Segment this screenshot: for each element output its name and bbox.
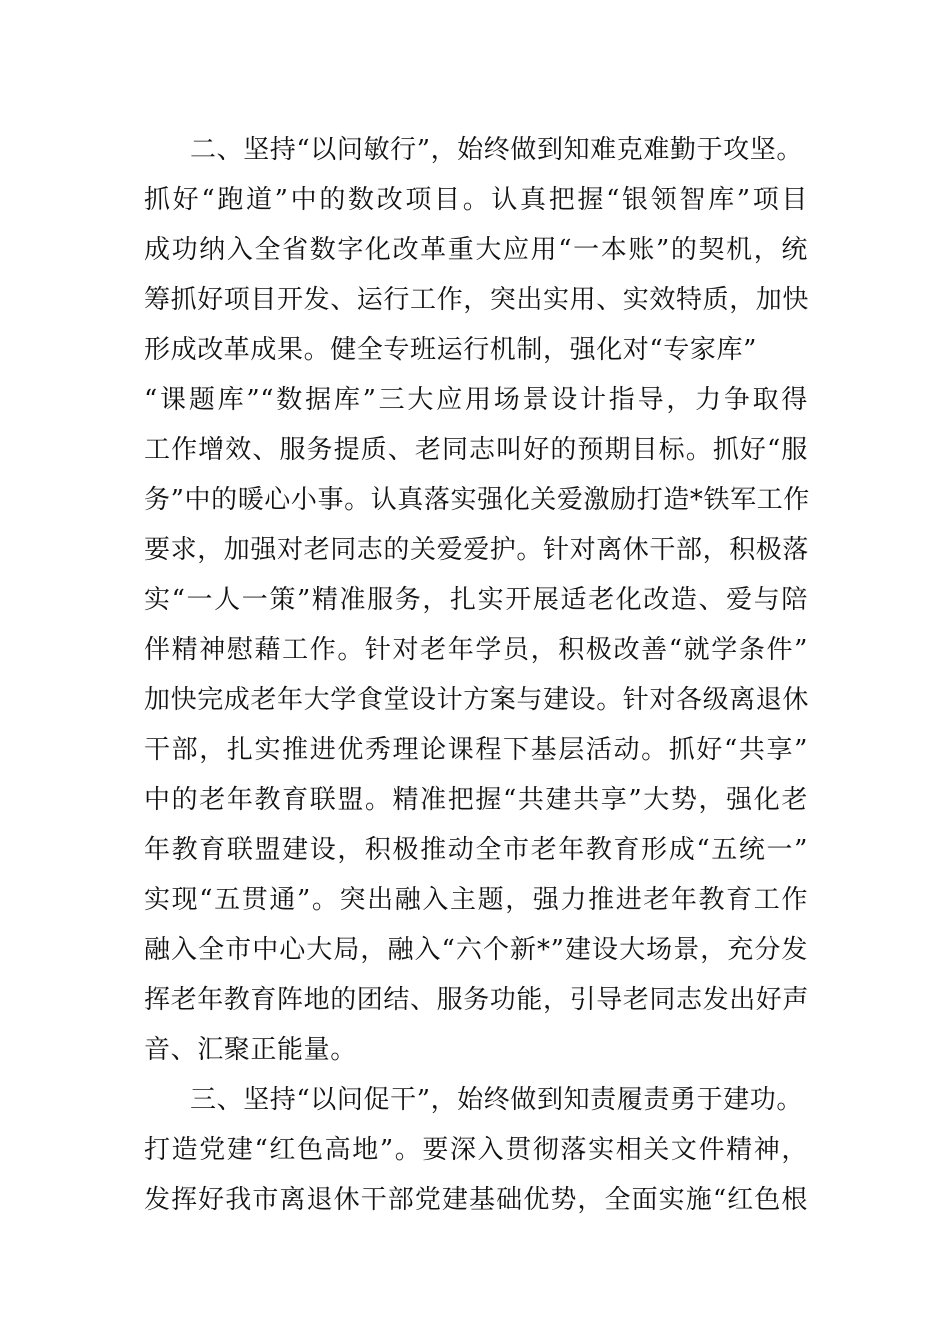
text-line: 中的老年教育联盟。精准把握“共建共享”大势，强化老: [144, 785, 808, 815]
text-line: 伴精神慰藉工作。针对老年学员，积极改善“就学条件”: [144, 635, 808, 665]
text-line: 实“一人一策”精准服务，扎实开展适老化改造、爱与陪: [144, 585, 808, 615]
text-line: 工作增效、服务提质、老同志叫好的预期目标。抓好“服: [144, 435, 808, 465]
text-line: 年教育联盟建设，积极推动全市老年教育形成“五统一”: [144, 835, 808, 865]
text-line: 发挥好我市离退休干部党建基础优势，全面实施“红色根: [144, 1185, 808, 1215]
text-line: 音、汇聚正能量。: [144, 1035, 357, 1065]
text-line: 加快完成老年大学食堂设计方案与建设。针对各级离退休: [144, 685, 810, 715]
text-line: 形成改革成果。健全专班运行机制，强化对“专家库”: [144, 335, 757, 365]
text-line: 融入全市中心大局，融入“六个新*”建设大场景，充分发: [144, 935, 808, 965]
text-line: 实现“五贯通”。突出融入主题，强力推进老年教育工作: [144, 885, 808, 915]
text-line: 挥老年教育阵地的团结、服务功能，引导老同志发出好声: [144, 985, 810, 1015]
body-text: [144, 125, 808, 1225]
text-line: “课题库”“数据库”三大应用场景设计指导，力争取得: [144, 385, 808, 415]
text-line: 筹抓好项目开发、运行工作，突出实用、实效特质，加快: [144, 285, 810, 315]
text-line: 要求，加强对老同志的关爱爱护。针对离休干部，积极落: [144, 535, 810, 565]
text-line: 务”中的暖心小事。认真落实强化关爱激励打造*铁军工作: [144, 485, 810, 515]
text-line: 抓好“跑道”中的数改项目。认真把握“银领智库”项目: [144, 185, 808, 215]
text-line: 成功纳入全省数字化改革重大应用“一本账”的契机，统: [144, 235, 808, 265]
section-heading-2: 二、坚持“以问敏行”，始终做到知难克难勤于攻坚。: [190, 135, 803, 165]
section-heading-3: 三、坚持“以问促干”，始终做到知责履责勇于建功。: [190, 1085, 803, 1115]
text-line: 打造党建“红色高地”。要深入贯彻落实相关文件精神，: [144, 1135, 808, 1165]
text-line: 干部，扎实推进优秀理论课程下基层活动。抓好“共享”: [144, 735, 808, 765]
